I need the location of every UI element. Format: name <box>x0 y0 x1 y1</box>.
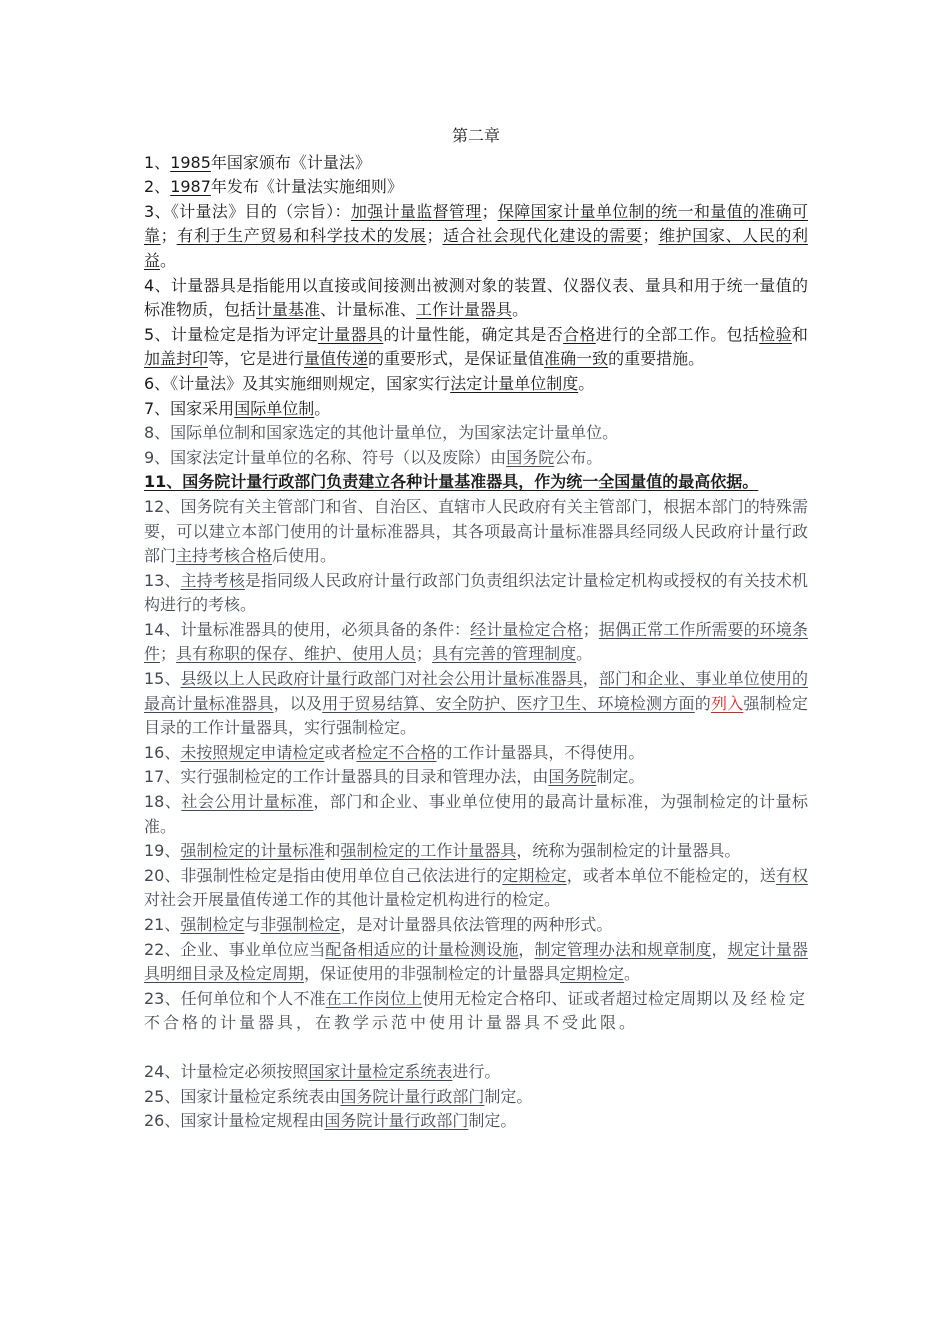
paragraph-text: 21、 <box>144 915 181 934</box>
paragraph-text: 的 <box>694 693 711 713</box>
underlined-text: 有利于生产贸易和科学技术的发展 <box>176 226 427 246</box>
paragraph-text: 。 <box>512 300 529 320</box>
underlined-text: 定期检定 <box>502 865 567 885</box>
paragraph-text: 制定。 <box>484 1086 533 1106</box>
underlined-text: 县级以上人民政府计量行政部门对社会公用计量标准器具 <box>180 669 583 689</box>
paragraph-text: 年国家颁布《计量法》 <box>210 152 371 172</box>
underlined-text: 社会公用计量标准 <box>181 792 314 812</box>
underlined-text: 国务院 <box>548 767 597 787</box>
chapter-title: 第二章 <box>451 126 500 145</box>
paragraph-text: 以及经检定不合格的计量器具，在教学示范中使用计量器具不受此限。 <box>144 988 808 1033</box>
paragraph-text: 进行的全部工作。包括 <box>595 324 760 344</box>
paragraph-text: 20、非强制性检定是指由使用单位自己依法进行的 <box>144 865 503 885</box>
paragraph-text: ，部门和企业、事业单位使用的最高计量标准，为强制检定的计量标准。 <box>144 792 808 836</box>
paragraph <box>144 372 808 397</box>
paragraph-text: 。 <box>624 964 641 984</box>
underlined-text: 具有完善的管理制度 <box>432 644 577 664</box>
paragraph-text: 7、国家采用 <box>144 398 235 418</box>
paragraph-text: 与 <box>244 915 261 934</box>
paragraph <box>144 569 808 618</box>
underlined-text: 适合社会现代化建设的需要 <box>442 226 643 246</box>
paragraph-text: 、计量标准、 <box>320 300 417 320</box>
paragraph <box>144 987 808 1036</box>
paragraph <box>144 446 808 471</box>
underlined-text: 列入 <box>710 693 744 713</box>
paragraph-text: 。 <box>160 250 177 270</box>
underlined-text: 国务院计量行政部门 <box>324 1111 469 1131</box>
underlined-text: 11、国务院计量行政部门负责建立各种计量基准器具，作为统一全国量值的最高依据。 <box>144 472 759 492</box>
paragraph <box>144 938 808 987</box>
paragraph-text: 2、 <box>144 177 171 197</box>
paragraph-text: 13、 <box>144 570 181 590</box>
paragraph <box>144 667 808 741</box>
underlined-text: 主持考核 <box>180 570 245 590</box>
paragraph <box>144 421 808 446</box>
paragraph <box>144 839 808 864</box>
paragraph-text: ， <box>582 669 599 689</box>
paragraph-text: 6、《计量法》及其实施细则规定，国家实行 <box>144 373 451 393</box>
paragraph <box>144 1060 808 1085</box>
paragraph-text: 1、 <box>144 152 171 172</box>
underlined-text: 1985 <box>170 152 211 172</box>
underlined-text: 法定计量单位制度 <box>450 373 579 393</box>
paragraph-text: 强制检定目录的工作计量器具，实行强制检定。 <box>144 693 808 738</box>
paragraph-text: 制定。 <box>468 1111 517 1131</box>
paragraph-text: 等，它是进行 <box>208 349 305 369</box>
paragraph-text: 或者 <box>324 742 357 762</box>
paragraph-text: 和 <box>791 324 808 344</box>
paragraph-text: 后使用。 <box>272 546 337 566</box>
paragraph-text: ，统称为强制检定的计量器具。 <box>516 841 741 861</box>
paragraph <box>144 864 808 913</box>
underlined-text: 部门和企业、事业单位使用的最高计量标准器具 <box>144 669 808 713</box>
underlined-text: 检定不合格 <box>356 742 437 762</box>
paragraph-text: 18、 <box>144 792 182 812</box>
paragraph <box>144 200 808 274</box>
paragraph <box>144 913 808 938</box>
underlined-text: 有权 <box>775 865 808 885</box>
underlined-text: 加强计量监督管理 <box>350 201 482 221</box>
paragraph-text: ； <box>416 644 433 664</box>
underlined-text: 检验 <box>759 324 792 344</box>
underlined-text: 国家计量检定系统表 <box>308 1061 453 1081</box>
paragraph-text: 的计量性能，确定其是否 <box>383 324 564 344</box>
paragraph <box>144 495 808 569</box>
paragraph-text: 的重要措施。 <box>608 349 705 369</box>
paragraph-text: ； <box>582 619 599 639</box>
paragraph-text: 22、企业、事业单位应当 <box>144 939 326 959</box>
underlined-text: 经计量检定合格 <box>470 619 583 639</box>
underlined-text: 合格 <box>563 324 596 344</box>
underlined-text: 保障国家计量单位制的统一和量值的准确可靠 <box>144 201 808 246</box>
paragraph <box>144 741 808 766</box>
paragraph-text: 的重要形式，是保证量值 <box>368 349 545 369</box>
paragraph-text: 和 <box>324 841 341 861</box>
paragraph-text: ； <box>481 201 498 221</box>
underlined-text: 主持考核合格 <box>176 546 273 566</box>
paragraph-text: 24、计量检定必须按照 <box>144 1061 309 1081</box>
paragraph <box>144 274 808 323</box>
paragraph-text: 进行。 <box>452 1061 501 1081</box>
paragraph-text: 14、计量标准器具的使用，必须具备的条件： <box>144 619 471 639</box>
paragraph-text: 的工作计量器具，不得使用。 <box>436 742 645 762</box>
paragraph-text: 12、国务院有关主管部门和省、自治区、直辖市人民政府有关主管部门，根据本部门的特殊需要，可以建立本部门使用的计量标准器具，其各项最高计量标准器具经同级人民政府计量行政部门 <box>144 496 808 566</box>
paragraph-text: 。 <box>576 644 593 664</box>
paragraph <box>144 323 808 372</box>
paragraph <box>144 397 808 422</box>
paragraph-text: ，是对计量器具依法管理的两种形式。 <box>340 915 613 934</box>
paragraph-text: 25、国家计量检定系统表由 <box>144 1086 341 1106</box>
paragraph <box>144 765 808 790</box>
paragraph-text: 8、国际单位制和国家选定的其他计量单位，为国家法定计量单位。 <box>144 423 619 443</box>
paragraph-text: ，或者本单位不能检定的，送 <box>566 865 776 885</box>
underlined-text: 在工作岗位上 <box>325 988 423 1008</box>
paragraph-text: 。 <box>314 398 331 418</box>
paragraph-text: ， <box>518 939 535 959</box>
underlined-text: 国际单位制 <box>234 398 315 418</box>
paragraph-text: 使用无检定合格印、证或者超过检定周期 <box>422 988 713 1008</box>
underlined-text: 1987 <box>170 177 211 197</box>
paragraph-text: ， <box>711 939 728 959</box>
paragraph-text: ，以及 <box>273 693 323 713</box>
paragraph-text: 对社会开展量值传递工作的其他计量检定机构进行的检定。 <box>144 890 561 910</box>
blank-line <box>144 1036 808 1060</box>
underlined-text: 国务院 <box>506 447 555 467</box>
paragraph-text: 23、任何单位和个人不准 <box>144 988 326 1008</box>
underlined-text: 强制检定的计量标准 <box>180 841 325 861</box>
underlined-text: 维护国家、人民的利益 <box>144 226 808 270</box>
paragraph-text: 19、 <box>144 841 181 861</box>
underlined-text: 加盖封印 <box>144 349 209 369</box>
paragraph-text: 17、实行强制检定的工作计量器具的目录和管理办法，由 <box>144 767 549 787</box>
underlined-text: 强制检定 <box>180 915 245 934</box>
underlined-text: 工作计量器具 <box>416 300 513 320</box>
paragraph <box>144 618 808 667</box>
paragraph-text: 制定。 <box>596 767 645 787</box>
paragraph-text: ； <box>160 644 177 664</box>
paragraph-text: 5、计量检定是指为评定 <box>144 324 318 344</box>
paragraph <box>144 151 808 176</box>
paragraph-text: 4、计量器具是指能用以直接或间接测出被测对象的装置、仪器仪表、量具和用于统一量值的标准物质，包括 <box>144 275 808 320</box>
paragraph-text: ； <box>642 226 659 246</box>
underlined-text: 未按照规定申请检定 <box>180 742 325 762</box>
underlined-text: 用于贸易结算、安全防护、医疗卫生、环境检测方面 <box>322 693 695 713</box>
underlined-text: 具有称职的保存、维护、使用人员 <box>176 644 417 664</box>
underlined-text: 制定管理办法和规章制度 <box>534 939 712 959</box>
underlined-text: 国务院计量行政部门 <box>340 1086 485 1106</box>
underlined-text: 非强制检定 <box>260 915 341 934</box>
paragraph <box>144 175 808 200</box>
underlined-text: 规定计量器具明细目录及检定周期 <box>144 939 808 984</box>
document-page <box>144 124 808 1134</box>
document-body <box>144 151 808 1134</box>
underlined-text: 准确一致 <box>544 349 609 369</box>
underlined-text: 据偶正常工作所需要的环境条件 <box>144 619 808 664</box>
paragraph-text: 。 <box>578 373 595 393</box>
paragraph-text: ； <box>426 226 443 246</box>
paragraph <box>144 1109 808 1134</box>
underlined-text: 计量基准 <box>256 300 321 320</box>
paragraph-text: 是指同级人民政府计量行政部门负责组织法定计量检定机构或授权的有关技术机构进行的考核。 <box>144 570 808 615</box>
underlined-text: 定期检定 <box>560 964 625 984</box>
paragraph <box>144 790 808 839</box>
paragraph <box>144 470 808 495</box>
paragraph-text: 9、国家法定计量单位的名称、符号（以及废除）由 <box>144 447 507 467</box>
paragraph-text: ； <box>160 226 177 246</box>
paragraph-text: ，保证使用的非强制检定的计量器具 <box>304 964 561 984</box>
paragraph-text: 公布。 <box>554 447 603 467</box>
paragraph <box>144 1085 808 1110</box>
underlined-text: 量值传递 <box>304 349 369 369</box>
paragraph-text: 3、《计量法》目的（宗旨）： <box>144 201 351 221</box>
underlined-text: 配备相适应的计量检测设施 <box>325 939 519 959</box>
underlined-text: 计量器具 <box>317 324 384 344</box>
underlined-text: 强制检定的工作计量器具 <box>340 841 517 861</box>
paragraph-text: 15、 <box>144 669 181 689</box>
paragraph-text: 16、 <box>144 742 181 762</box>
paragraph-text: 26、国家计量检定规程由 <box>144 1111 325 1131</box>
paragraph-text: 年发布《计量法实施细则》 <box>210 177 403 197</box>
